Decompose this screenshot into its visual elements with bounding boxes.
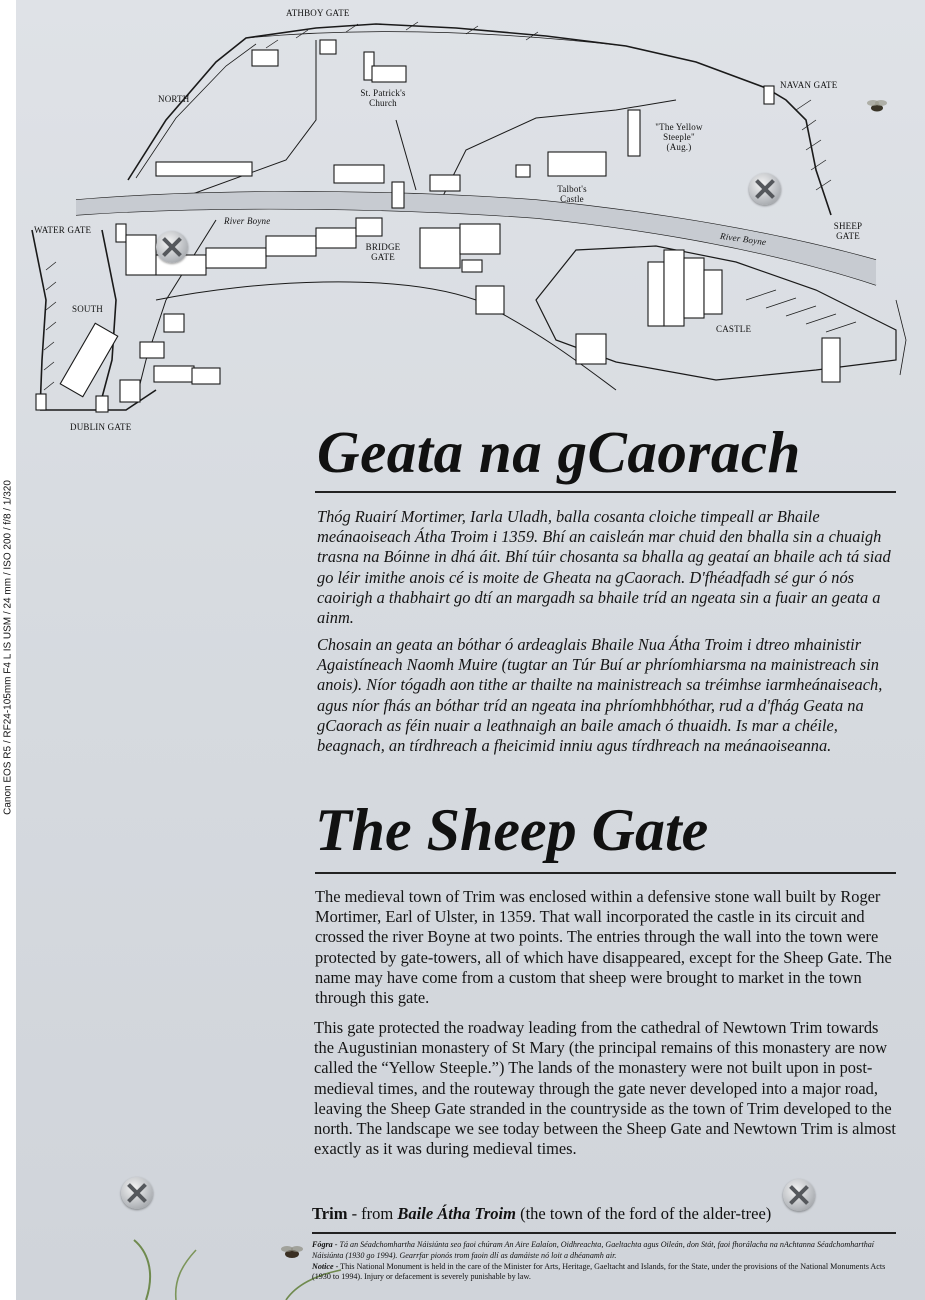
map-label-south: SOUTH [72, 304, 104, 314]
map-label-bridge-gate [358, 242, 408, 262]
camera-exif-strip [0, 0, 16, 1300]
map-label-yellow-steeple-line1: "The Yellow [655, 122, 703, 132]
map-label-sheep-gate-line1: SHEEP [833, 221, 863, 231]
map-label-talbots-castle [542, 184, 602, 204]
title-rule [315, 491, 896, 493]
fly-icon [864, 98, 890, 116]
fogra-text: - Tá an Séadchomhartha Náisiúnta seo faoi chúram An Aire Ealaíon, Oidhreachta, Gaeltachta agus Oileán, don Stát, faoi fhorálacha na nAchtanna Séadchomharthaí Náisiúnta (1930 go 1994). Gearrfar pionós trom faoin dlí as damáiste nó loit a dhéanamh air. [312, 1240, 875, 1260]
trim-irish-name: Baile Átha Troim [397, 1204, 516, 1223]
irish-paragraph-1: Thóg Ruairí Mortimer, Iarla Uladh, balla cosanta cloiche timpeall ar Bhaile meánaoiseach Átha Troim i 1359. Bhí an caisleán mar chuid den bhalla sin a chuaigh trasna na Bóinne in dhá áit. Bhí túir chosanta sa bhalla ag geataí an bhaile ach tá siad go léir imithe anois cé is moite de Gheata na gCaorach. D'fhéadfadh sé gur ó nós caoirigh a thabhairt go dtí an margadh sa bhaile tríd an ngeata sin a fuair an geata a ainm. [317, 507, 891, 628]
english-paragraph-2: This gate protected the roadway leading from the cathedral of Newtown Trim towards the Augustinian monastery of St Mary (the principal remains of this monastery are now called the “Yellow Steeple.”) The lands of the monastery were not built upon in post-medieval times, and the routeway through the gate never developed into a major road, leaving the Sheep Gate stranded in the countryside as the town of Trim developed to the north. The landscape we see today between the Sheep Gate and Newtown Trim is almost exactly as it was during medieval times. [314, 1018, 896, 1159]
map-label-yellow-steeple-line2: Steeple" [663, 132, 695, 142]
map-label-bridge-gate-line2: GATE [371, 252, 395, 262]
trim-town-map [16, 0, 925, 440]
map-label-st-patricks-line2: Church [369, 98, 397, 108]
trim-meaning: (the town of the ford of the alder-tree) [515, 1204, 772, 1223]
map-label-water-gate: WATER GATE [34, 225, 92, 235]
map-label-yellow-steeple [644, 122, 714, 152]
map-label-sheep-gate [828, 221, 868, 241]
irish-paragraph-2: Chosain an geata an bóthar ó ardeaglais Bhaile Nua Átha Troim i dtreo mhainistir Agaistíneach Naomh Muire (tugtar an Túr Buí ar phríomhiarsma na mainistreach sin anois). Níor tógadh aon tithe ar thailte na mainistreach sa tréimhse iarmheánaiseach, agus níor fhás an bóthar tríd an ngeata ina phríomhbhóthar, rud a d'fhág Geata na gCaorach as féin nuair a leathnaigh an baile amach ó thuaidh. Is mar a chéile, beagnach, an tírdhreach a fheicimid inniu agus tírdhreach na meánaoiseanna. [317, 635, 883, 756]
legal-notice [312, 1240, 892, 1283]
map-label-navan-gate: NAVAN GATE [780, 80, 838, 90]
map-label-river-boyne-right: River Boyne [719, 230, 767, 248]
english-paragraph-1: The medieval town of Trim was enclosed within a defensive stone wall built by Roger Mortimer, Earl of Ulster, in 1359. That wall incorporated the castle in its circuit and crossed the river Boyne at two points. The entries through the wall into the town were protected by gate-towers, all of which have disappeared, except for the Sheep Gate. The name may have come from a custom that sheep were brought to market in the town through this gate. [315, 887, 892, 1008]
map-label-bridge-gate-line1: BRIDGE [365, 242, 401, 252]
mounting-screw-icon [783, 1179, 815, 1211]
trim-name: Trim [312, 1204, 348, 1223]
irish-title: Geata na gCaorach [317, 419, 801, 485]
map-label-yellow-steeple-line3: (Aug.) [666, 142, 692, 152]
trim-from: - from [347, 1204, 398, 1223]
heritage-sign-panel [16, 0, 925, 1300]
notice-text: - This National Monument is held in the care of the Minister for Arts, Heritage, Gaeltacht and Islands, for the State, under the provisions of the National Monuments Acts (1930 to 1994). Injury or defacement is severely punishable by law. [312, 1261, 886, 1282]
map-label-talbots-line2: Castle [560, 194, 584, 204]
map-label-castle: CASTLE [716, 324, 752, 334]
mounting-screw-icon [156, 231, 188, 263]
map-label-sheep-gate-line2: GATE [836, 231, 860, 241]
notice-rule [312, 1232, 896, 1234]
mounting-screw-icon [121, 1177, 153, 1209]
map-label-north: NORTH [158, 94, 190, 104]
map-label-river-boyne-left: River Boyne [224, 216, 271, 226]
map-label-st-patricks [348, 88, 418, 108]
notice-label: Notice [312, 1261, 334, 1271]
exif-text: Canon EOS R5 / RF24-105mm F4 L IS USM / 24 mm / ISO 200 / f/8 / 1/320 [2, 480, 14, 815]
trim-etymology-line [312, 1204, 771, 1224]
mounting-screw-icon [749, 173, 781, 205]
map-label-dublin-gate: DUBLIN GATE [70, 422, 132, 432]
title-rule [315, 872, 896, 874]
map-label-talbots-line1: Talbot's [557, 184, 587, 194]
map-label-st-patricks-line1: St. Patrick's [360, 88, 406, 98]
map-label-athboy-gate: ATHBOY GATE [286, 8, 350, 18]
fogra-label: Fógra [312, 1240, 333, 1249]
english-title: The Sheep Gate [315, 797, 709, 863]
